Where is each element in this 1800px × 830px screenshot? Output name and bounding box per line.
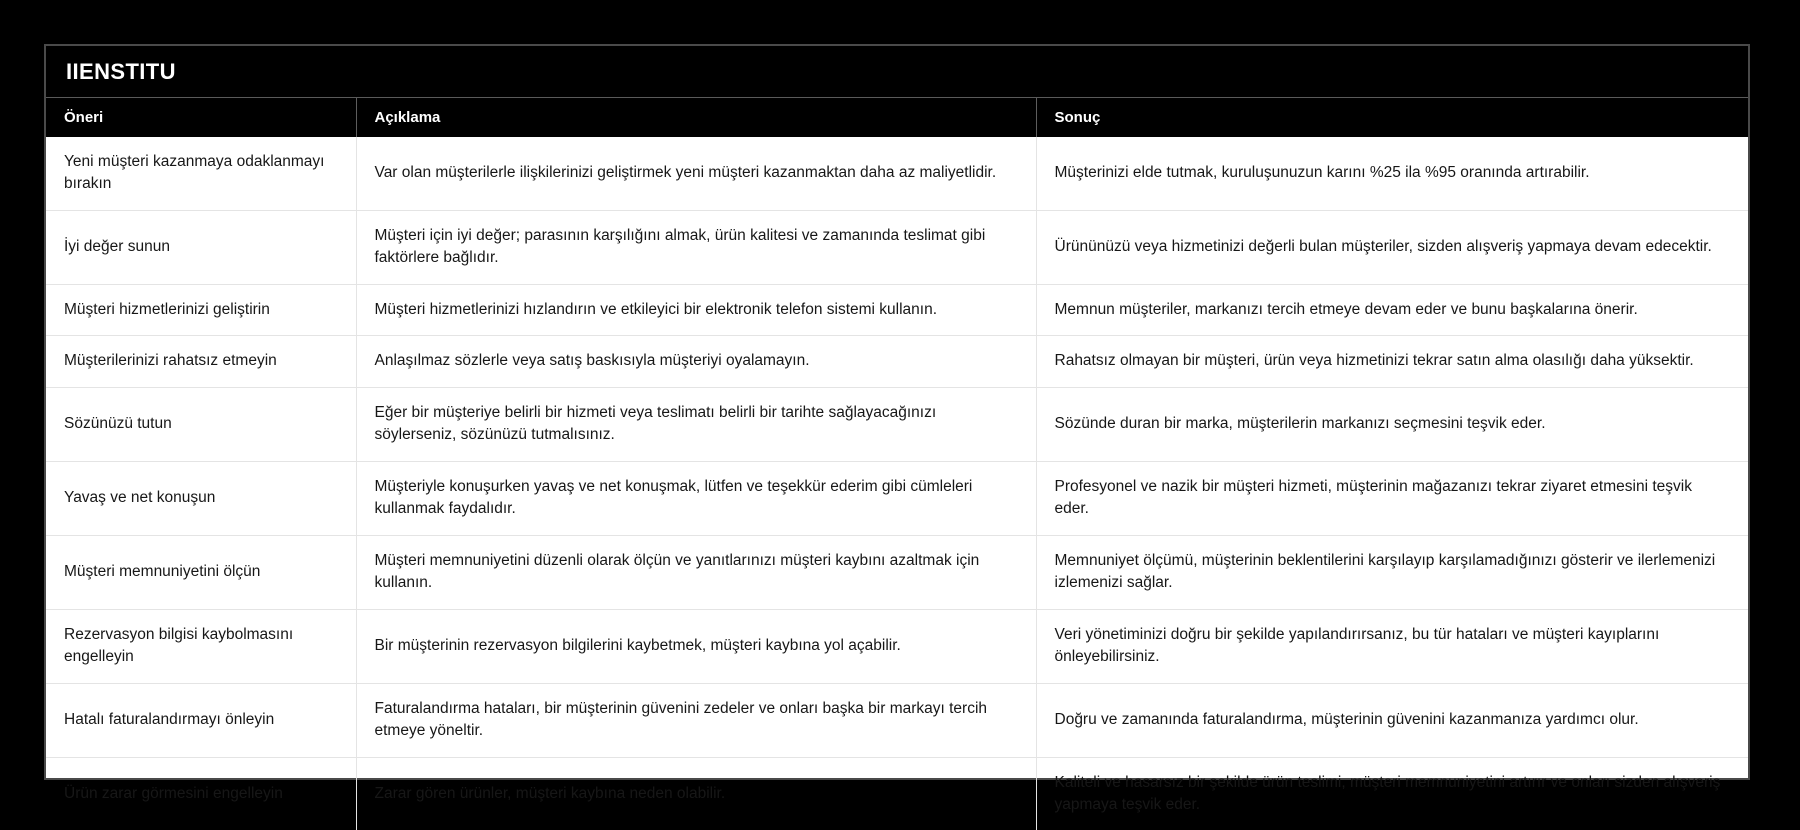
column-header-sonuc: Sonuç (1036, 98, 1748, 137)
recommendations-card (44, 44, 1750, 813)
cell-aciklama: Müşteri hizmetlerinizi hızlandırın ve etkileyici bir elektronik telefon sistemi kullanın. (356, 284, 1036, 335)
cell-aciklama: Zarar gören ürünler, müşteri kaybına neden olabilir. (356, 757, 1036, 830)
table-row (46, 757, 1748, 830)
cell-oneri: Hatalı faturalandırmayı önleyin (46, 683, 356, 757)
cell-sonuc: Memnuniyet ölçümü, müşterinin beklentilerini karşılayıp karşılamadığınızı gösterir ve ilerlemenizi izlemenizi sağlar. (1036, 535, 1748, 609)
column-header-oneri: Öneri (46, 98, 356, 137)
cell-aciklama: Anlaşılmaz sözlerle veya satış baskısıyla müşteriyi oyalamayın. (356, 336, 1036, 387)
recommendations-table (46, 98, 1748, 830)
cell-oneri: Müşterilerinizi rahatsız etmeyin (46, 336, 356, 387)
table-row (46, 609, 1748, 683)
table-header (46, 98, 1748, 137)
cell-sonuc: Kaliteli ve hasarsız bir şekilde ürün teslimi, müşteri memnuniyetini artırır ve onları sizden alışveriş yapmaya teşvik eder. (1054, 773, 1721, 813)
table-row (46, 137, 1748, 210)
table-row (46, 683, 1748, 757)
table-row (46, 284, 1748, 335)
cell-oneri: Müşteri memnuniyetini ölçün (46, 535, 356, 609)
cell-sonuc: Ürününüzü veya hizmetinizi değerli bulan müşteriler, sizden alışveriş yapmaya devam edecektir. (1036, 210, 1748, 284)
cell-oneri: Sözünüzü tutun (46, 387, 356, 461)
table-row (46, 461, 1748, 535)
table-row (46, 210, 1748, 284)
table-scroll-area (46, 98, 1748, 830)
cell-sonuc: Memnun müşteriler, markanızı tercih etmeye devam eder ve bunu başkalarına önerir. (1036, 284, 1748, 335)
cell-sonuc: Sözünde duran bir marka, müşterilerin markanızı seçmesini teşvik eder. (1036, 387, 1748, 461)
cell-oneri: Rezervasyon bilgisi kaybolmasını engelleyin (46, 609, 356, 683)
table-row (46, 387, 1748, 461)
column-header-aciklama: Açıklama (356, 98, 1036, 137)
cell-aciklama: Müşteriyle konuşurken yavaş ve net konuşmak, lütfen ve teşekkür ederim gibi cümleleri kullanmak faydalıdır. (356, 461, 1036, 535)
cell-oneri: Ürün zarar görmesini engelleyin (46, 757, 356, 830)
brand-title: IIENSTITU (66, 58, 176, 84)
cell-oneri: Müşteri hizmetlerinizi geliştirin (46, 284, 356, 335)
cell-oneri: Yavaş ve net konuşun (46, 461, 356, 535)
cell-oneri: Yeni müşteri kazanmaya odaklanmayı bırakın (46, 137, 356, 210)
table-row (46, 535, 1748, 609)
cell-sonuc: Müşterinizi elde tutmak, kuruluşunuzun karını %25 ila %95 oranında artırabilir. (1036, 137, 1748, 210)
table-header-row (46, 98, 1748, 137)
cell-aciklama: Var olan müşterilerle ilişkilerinizi geliştirmek yeni müşteri kazanmaktan daha az maliyetlidir. (356, 137, 1036, 210)
cell-oneri: İyi değer sunun (46, 210, 356, 284)
cell-aciklama: Müşteri memnuniyetini düzenli olarak ölçün ve yanıtlarınızı müşteri kaybını azaltmak için kullanın. (356, 535, 1036, 609)
table-row (46, 336, 1748, 387)
cell-aciklama: Eğer bir müşteriye belirli bir hizmeti veya teslimatı belirli bir tarihte sağlayacağınızı söylerseniz, sözünüzü tutmalısınız. (356, 387, 1036, 461)
cell-aciklama: Müşteri için iyi değer; parasının karşılığını almak, ürün kalitesi ve zamanında teslimat gibi faktörlere bağlıdır. (356, 210, 1036, 284)
cell-aciklama: Bir müşterinin rezervasyon bilgilerini kaybetmek, müşteri kaybına yol açabilir. (356, 609, 1036, 683)
cell-sonuc: Doğru ve zamanında faturalandırma, müşterinin güvenini kazanmanıza yardımcı olur. (1036, 683, 1748, 757)
table-body (46, 137, 1748, 830)
brand-titlebar (46, 46, 1748, 98)
cell-sonuc: Profesyonel ve nazik bir müşteri hizmeti, müşterinin mağazanızı tekrar ziyaret etmesini teşvik eder. (1036, 461, 1748, 535)
cell-sonuc: Rahatsız olmayan bir müşteri, ürün veya hizmetinizi tekrar satın alma olasılığı daha yüksektir. (1036, 336, 1748, 387)
cell-sonuc: Veri yönetiminizi doğru bir şekilde yapılandırırsanız, bu tür hataları ve müşteri kayıplarını önleyebilirsiniz. (1036, 609, 1748, 683)
cell-aciklama: Faturalandırma hataları, bir müşterinin güvenini zedeler ve onları başka bir markayı tercih etmeye yöneltir. (356, 683, 1036, 757)
